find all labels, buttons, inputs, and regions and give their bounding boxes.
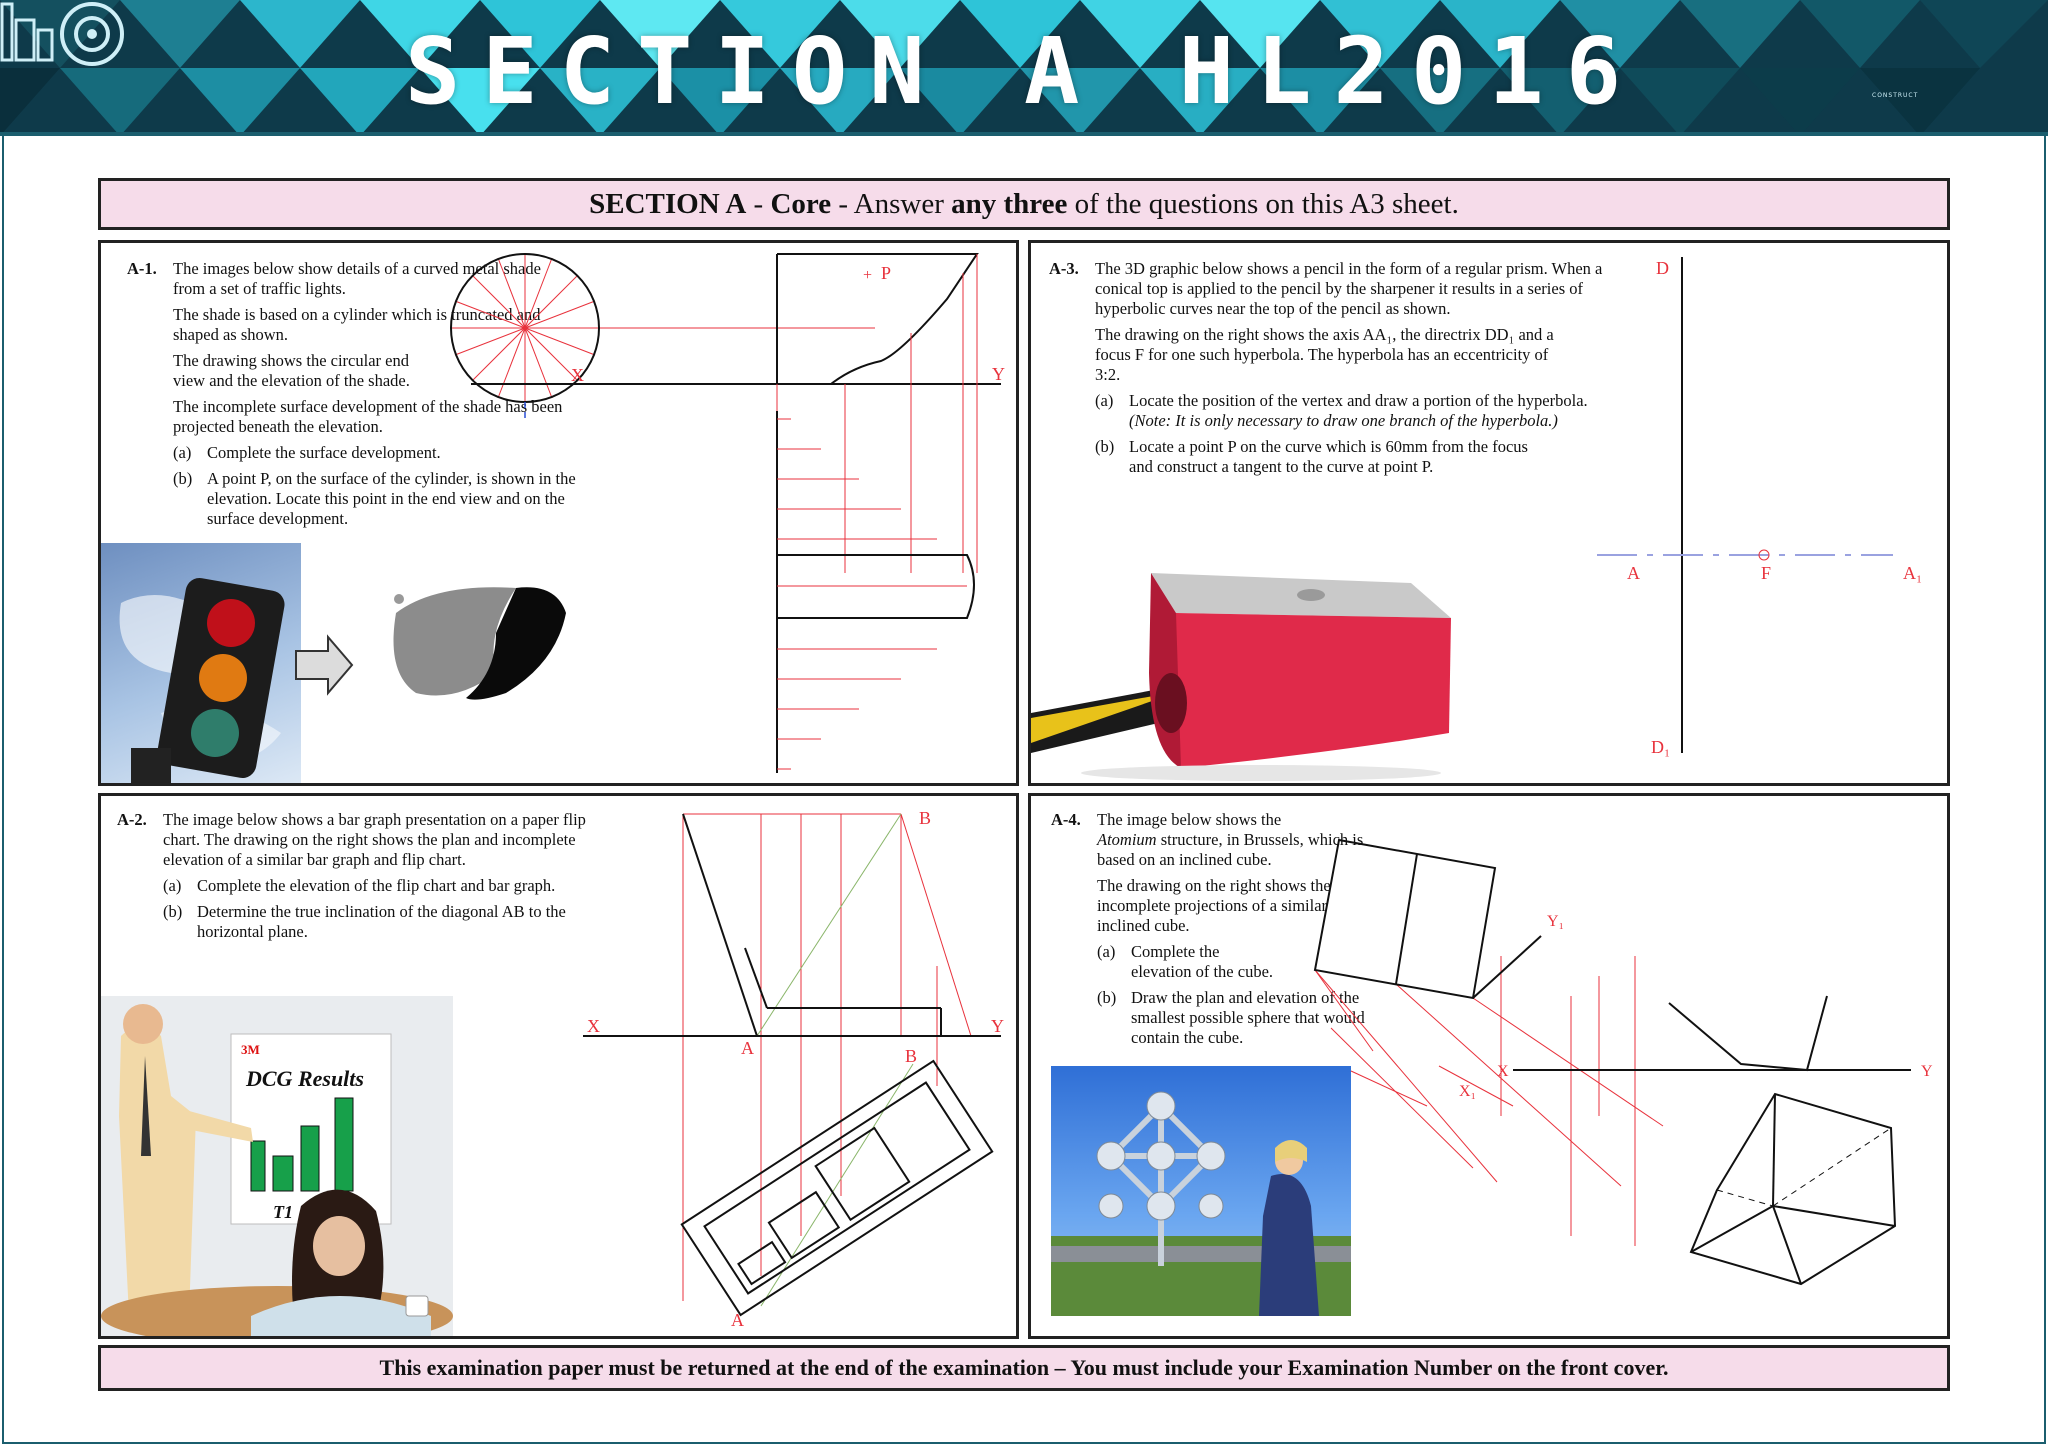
- question-panel-a3: [1028, 240, 1950, 786]
- header-answer-text: - Answer: [831, 188, 952, 220]
- flip-chart-photo: [101, 996, 453, 1336]
- a2-label-y: Y: [991, 1016, 1004, 1036]
- a4-part-a-text: Complete the elevation of the cube.: [1131, 942, 1274, 981]
- a1-part-a-text: Complete the surface development.: [207, 443, 441, 462]
- banner-title: SECTION A HL2016: [404, 18, 1644, 125]
- a3-label-d1: D₁: [1651, 737, 1671, 757]
- header-dash-1: -: [746, 188, 771, 220]
- header-core-label: Core: [770, 188, 832, 220]
- a4-paragraph-1a: The image below shows the: [1097, 810, 1282, 829]
- a1-paragraph-3: The drawing shows the circular end view and the elevation of the shade.: [173, 351, 410, 390]
- question-panel-a4: [1028, 793, 1950, 1339]
- a3-label-f: F: [1761, 563, 1772, 583]
- a2-diagonal-ab-elevation: [757, 814, 901, 1036]
- a4-label-y: Y: [1921, 1063, 1933, 1080]
- a4-auxiliary-view: [1315, 840, 1495, 998]
- a4-part-a-label: (a): [1097, 942, 1116, 961]
- a2-part-a-label: (a): [163, 876, 182, 895]
- header-any-three: any three: [951, 188, 1068, 220]
- a2-elevation: [683, 814, 941, 1036]
- a4-paragraph-2: The drawing on the right shows the incomplete projections of a similar inclined cube.: [1097, 876, 1331, 935]
- a3-paragraph-1: The 3D graphic below shows a pencil in the form of a regular prism. When a conical top is applied to the pencil by the sharpener it results in a series of hyperbolic curves near the top of the pencil as shown.: [1095, 259, 1603, 318]
- a4-label-x1: X₁: [1459, 1083, 1477, 1100]
- flip-chart-footer: T1: [273, 1202, 293, 1222]
- a4-label-x: X: [1497, 1063, 1509, 1080]
- a2-paragraph-1: The image below shows a bar graph presentation on a paper flip chart. The drawing on the right shows the plan and incomplete elevation of a similar bar graph and flip chart.: [163, 810, 586, 869]
- a3-part-a-note: (Note: It is only necessary to draw one branch of the hyperbola.): [1129, 411, 1558, 430]
- question-number-a4: A-4.: [1051, 810, 1081, 829]
- a2-label-b-elevation: B: [919, 808, 932, 828]
- traffic-light-icon: [101, 543, 301, 783]
- a3-part-a-text: Locate the position of the vertex and draw a portion of the hyperbola.: [1129, 391, 1588, 410]
- question-panel-a1: [98, 240, 1019, 786]
- a1-paragraph-1: The images below show details of a curved metal shade from a set of traffic lights.: [173, 259, 541, 298]
- a2-label-a-plan: A: [731, 1310, 744, 1330]
- a4-paragraph-1c: structure, in Brussels, which is based on an inclined cube.: [1097, 830, 1364, 869]
- a4-atomium: Atomium: [1097, 830, 1157, 849]
- footer-notice-bar: This examination paper must be returned at the end of the examination – You must include your Examination Number on the front cover.: [98, 1345, 1950, 1391]
- flip-chart-presentation-icon: [101, 996, 453, 1336]
- a2-label-b-plan: B: [905, 1046, 918, 1066]
- a1-development-generators: [777, 419, 967, 769]
- question-number-a1: A-1.: [127, 259, 157, 278]
- a2-part-b-label: (b): [163, 902, 183, 921]
- atomium-structure-icon: [1051, 1066, 1351, 1316]
- a1-point-p-marker-icon: +: [863, 267, 873, 284]
- a3-paragraph-2: The drawing on the right shows the axis AA₁, the directrix DD₁ and a focus F for one such hyperbola. The hyperbola has an eccentricity of 3:2.: [1095, 325, 1554, 384]
- a1-surface-development: [777, 411, 974, 773]
- a3-label-a1: A₁: [1903, 563, 1923, 583]
- a2-plan: [682, 1061, 992, 1315]
- a4-x1y1-extension: [1331, 1028, 1473, 1168]
- question-panel-a2: [98, 793, 1019, 1339]
- flip-chart-brand: 3M: [241, 1042, 260, 1057]
- a1-elevation: [777, 254, 977, 384]
- a1-paragraph-4: The incomplete surface development of the shade has been projected beneath the elevation.: [173, 397, 563, 436]
- a2-part-b-text: Determine the true inclination of the diagonal AB to the horizontal plane.: [197, 902, 566, 941]
- a3-label-a: A: [1627, 563, 1640, 583]
- a2-label-x: X: [587, 1016, 600, 1036]
- a1-label-x: X: [571, 365, 584, 385]
- a4-x1y1-line: [1473, 936, 1541, 998]
- a4-elevation-partial: [1669, 996, 1827, 1070]
- a2-part-a-text: Complete the elevation of the flip chart and bar graph.: [197, 876, 556, 895]
- flip-chart-title: DCG Results: [246, 1066, 364, 1091]
- a3-label-d: D: [1656, 258, 1669, 278]
- a1-projectors: [777, 254, 977, 773]
- header-section-label: SECTION A: [589, 188, 747, 220]
- title-banner: [0, 0, 2048, 136]
- a4-part-b-label: (b): [1097, 988, 1117, 1007]
- a4-label-y1: Y₁: [1547, 913, 1565, 930]
- a2-projectors: [683, 814, 971, 1301]
- header-rest-text: of the questions on this A3 sheet.: [1067, 188, 1459, 220]
- construct-logo-icon: [0, 0, 130, 76]
- a1-part-a-label: (a): [173, 443, 192, 462]
- pencil-sharpener-graphic: [1031, 553, 1451, 783]
- a1-paragraph-2: The shade is based on a cylinder which is truncated and shaped as shown.: [173, 305, 541, 344]
- a4-plan: [1691, 1094, 1895, 1284]
- a1-end-view: [451, 254, 875, 402]
- a1-label-p: P: [881, 263, 892, 283]
- traffic-shade-graphic: [286, 573, 636, 723]
- a1-part-b-label: (b): [173, 469, 193, 488]
- a4-part-b-text: Draw the plan and elevation of the smallest possible sphere that would contain the cube.: [1131, 988, 1365, 1047]
- question-number-a2: A-2.: [117, 810, 147, 829]
- a1-part-b-text: A point P, on the surface of the cylinder, is shown in the elevation. Locate this point in the end view and on the surface development.: [207, 469, 576, 528]
- a3-part-b-label: (b): [1095, 437, 1115, 456]
- logo-caption: CONSTRUCT: [1872, 92, 1919, 99]
- atomium-photo: [1051, 1066, 1351, 1316]
- a3-part-b-text: Locate a point P on the curve which is 60mm from the focus and construct a tangent to the curve at point P.: [1129, 437, 1528, 476]
- traffic-light-photo: [101, 543, 301, 783]
- a4-plan-hidden-edges: [1717, 1128, 1891, 1206]
- arrow-right-icon: [296, 637, 352, 693]
- a1-label-y: Y: [992, 364, 1005, 384]
- section-header-bar: [98, 178, 1950, 230]
- a2-label-a-elevation: A: [741, 1038, 754, 1058]
- a3-part-a-label: (a): [1095, 391, 1114, 410]
- question-number-a3: A-3.: [1049, 259, 1079, 278]
